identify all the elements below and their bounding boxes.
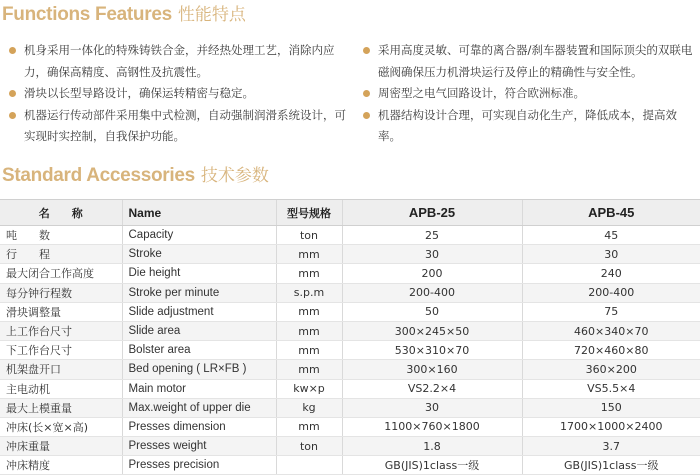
cell-apb25: 1.8 (342, 437, 522, 456)
table-row (0, 417, 700, 436)
features-title-en: Functions Features (2, 4, 172, 25)
cell-name-en: Capacity (122, 226, 276, 245)
cell-name-cn: 下工作台尺寸 (0, 341, 122, 360)
cell-apb45: 720×460×80 (522, 341, 700, 360)
cell-apb25: 530×310×70 (342, 341, 522, 360)
cell-apb25: 1100×760×1800 (342, 417, 522, 436)
cell-unit: kg (276, 398, 342, 417)
cell-name-cn: 机架盘开口 (0, 360, 122, 379)
table-row (0, 437, 700, 456)
bullet-icon (9, 90, 16, 97)
accessories-title-zh: 技术参数 (200, 166, 269, 186)
table-row (0, 245, 700, 264)
header-name-en: Name (122, 200, 276, 226)
table-row (0, 302, 700, 321)
bullet-icon (9, 47, 16, 54)
cell-name-cn: 最大闭合工作高度 (0, 264, 122, 283)
cell-apb45: 360×200 (522, 360, 700, 379)
table-row (0, 360, 700, 379)
feature-item: 采用高度灵敏、可靠的离合器/刹车器装置和国际顶尖的双联电磁阀确保压力机滑块运行及停止的精确性与安全性。 (362, 40, 697, 83)
cell-apb45: 45 (522, 226, 700, 245)
cell-unit: mm (276, 321, 342, 340)
table-row (0, 321, 700, 340)
cell-apb25: GB(JIS)1class一级 (342, 456, 522, 475)
bullet-icon (9, 112, 16, 119)
table-header-row (0, 200, 700, 226)
cell-apb45: 75 (522, 302, 700, 321)
cell-name-cn: 主电动机 (0, 379, 122, 398)
header-model-apb25: APB-25 (342, 200, 522, 226)
cell-name-en: Presses dimension (122, 417, 276, 436)
cell-apb25: 50 (342, 302, 522, 321)
cell-apb45: 460×340×70 (522, 321, 700, 340)
cell-apb25: 30 (342, 398, 522, 417)
cell-name-cn: 冲床(长×宽×高) (0, 417, 122, 436)
header-spec: 型号规格 (276, 200, 342, 226)
cell-name-en: Presses precision (122, 456, 276, 475)
cell-apb45: 200-400 (522, 283, 700, 302)
cell-unit: kw×p (276, 379, 342, 398)
bullet-icon (363, 90, 370, 97)
cell-unit: mm (276, 264, 342, 283)
features-section-title (2, 0, 246, 26)
features-right-column (362, 40, 697, 148)
cell-apb25: 300×160 (342, 360, 522, 379)
cell-name-en: Bed opening ( LR×FB ) (122, 360, 276, 379)
cell-name-en: Max.weight of upper die (122, 398, 276, 417)
cell-name-en: Stroke (122, 245, 276, 264)
cell-apb25: 300×245×50 (342, 321, 522, 340)
bullet-icon (363, 112, 370, 119)
cell-apb25: 30 (342, 245, 522, 264)
cell-apb25: 200-400 (342, 283, 522, 302)
table-row (0, 398, 700, 417)
feature-item: 机器运行传动部件采用集中式检测，自动强制润滑系统设计，可实现时实控制，自我保护功能。 (8, 105, 353, 148)
cell-unit: s.p.m (276, 283, 342, 302)
cell-name-cn: 滑块调整量 (0, 302, 122, 321)
cell-name-cn: 吨 数 (0, 226, 122, 245)
header-model-apb45: APB-45 (522, 200, 700, 226)
table-row (0, 456, 700, 475)
cell-apb45: 150 (522, 398, 700, 417)
cell-name-cn: 行 程 (0, 245, 122, 264)
header-name-cn: 名 称 (0, 200, 122, 226)
cell-apb45: VS5.5×4 (522, 379, 700, 398)
cell-name-en: Die height (122, 264, 276, 283)
cell-unit: ton (276, 226, 342, 245)
table-row (0, 283, 700, 302)
table-row (0, 379, 700, 398)
cell-name-en: Bolster area (122, 341, 276, 360)
cell-unit: ton (276, 437, 342, 456)
cell-unit: mm (276, 341, 342, 360)
features-title-zh: 性能特点 (177, 5, 246, 25)
cell-name-cn: 冲床精度 (0, 456, 122, 475)
cell-apb45: 240 (522, 264, 700, 283)
feature-item: 机器结构设计合理，可实现自动化生产，降低成本，提高效率。 (362, 105, 697, 148)
cell-name-en: Slide adjustment (122, 302, 276, 321)
spec-table (0, 199, 700, 475)
cell-unit: mm (276, 245, 342, 264)
cell-name-en: Main motor (122, 379, 276, 398)
cell-unit: mm (276, 417, 342, 436)
cell-name-cn: 上工作台尺寸 (0, 321, 122, 340)
cell-apb45: 30 (522, 245, 700, 264)
cell-apb25: 25 (342, 226, 522, 245)
cell-name-en: Stroke per minute (122, 283, 276, 302)
accessories-section-title (2, 161, 269, 187)
features-left-column (8, 40, 353, 148)
cell-name-cn: 每分钟行程数 (0, 283, 122, 302)
cell-unit (276, 456, 342, 475)
cell-name-en: Slide area (122, 321, 276, 340)
feature-item: 机身采用一体化的特殊铸铁合金，并经热处理工艺，消除内应力，确保高精度、高钢性及抗震性。 (8, 40, 353, 83)
cell-name-cn: 最大上模重量 (0, 398, 122, 417)
accessories-title-en: Standard Accessories (2, 165, 195, 186)
cell-apb45: GB(JIS)1class一级 (522, 456, 700, 475)
cell-name-cn: 冲床重量 (0, 437, 122, 456)
cell-apb45: 3.7 (522, 437, 700, 456)
bullet-icon (363, 47, 370, 54)
cell-name-en: Presses weight (122, 437, 276, 456)
cell-unit: mm (276, 360, 342, 379)
table-row (0, 341, 700, 360)
feature-item: 滑块以长型导路设计，确保运转精密与稳定。 (8, 83, 353, 105)
table-row (0, 226, 700, 245)
table-row (0, 264, 700, 283)
cell-unit: mm (276, 302, 342, 321)
cell-apb45: 1700×1000×2400 (522, 417, 700, 436)
cell-apb25: VS2.2×4 (342, 379, 522, 398)
feature-item: 周密型之电气回路设计，符合欧洲标准。 (362, 83, 697, 105)
cell-apb25: 200 (342, 264, 522, 283)
